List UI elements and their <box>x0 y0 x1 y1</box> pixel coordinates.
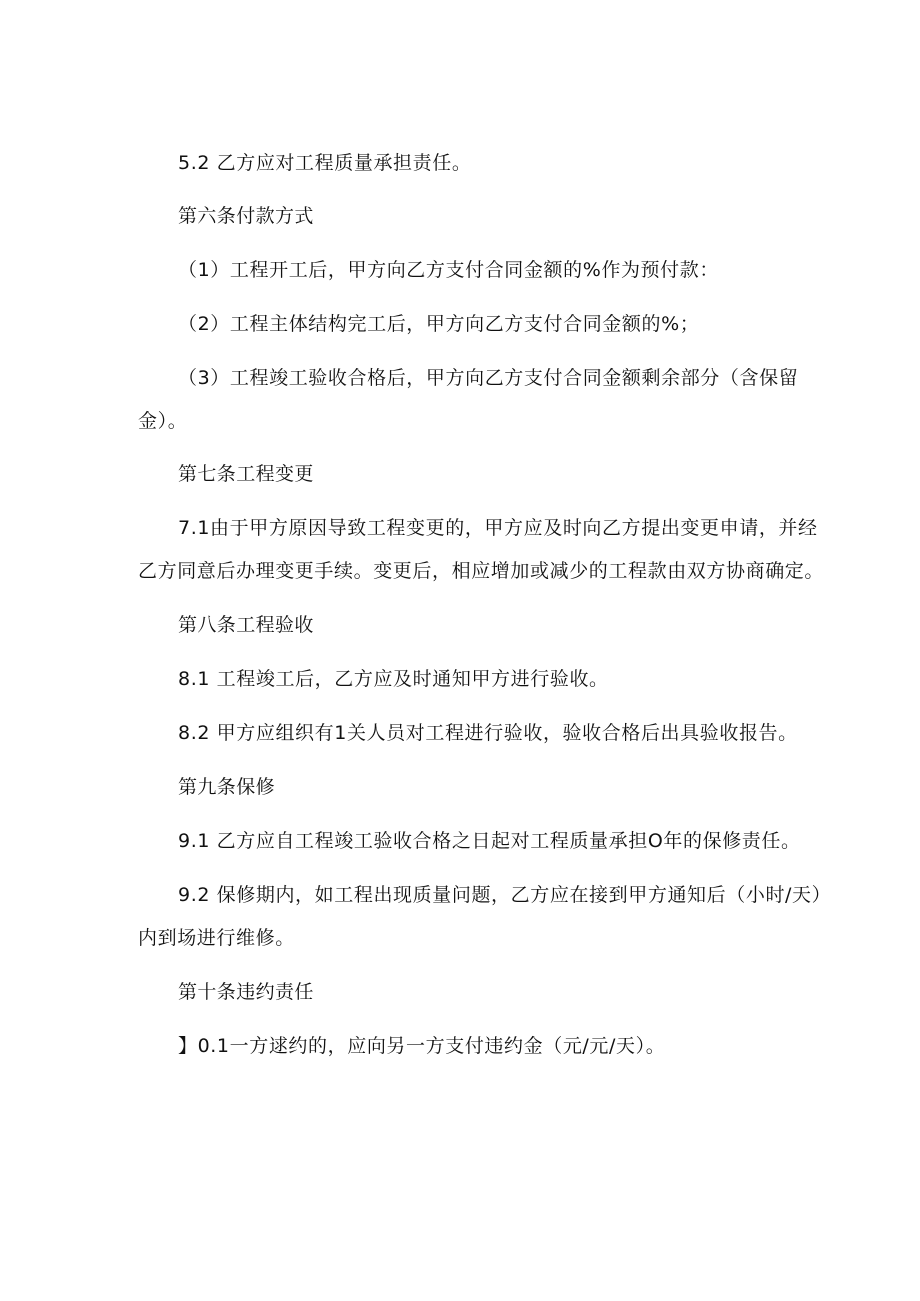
clause-9-2: 9.2 保修期内，如工程出现质量问题，乙方应在接到甲方通知后（小时/天） <box>178 884 832 906</box>
clause-9-1: 9.1 乙方应自工程竣工验收合格之日起对工程质量承担O年的保修责任。 <box>178 830 801 852</box>
payment-item-2: （2）工程主体结构完工后，甲方向乙方支付合同金额的%； <box>178 313 700 335</box>
heading-article-9: 第九条保修 <box>178 776 276 798</box>
clause-10-1: 】0.1一方逑约的，应向另一方支付违约金（元/元/天）。 <box>178 1035 666 1057</box>
heading-article-10: 第十条违约责任 <box>178 981 314 1003</box>
clause-8-1: 8.1 工程竣工后，乙方应及时通知甲方进行验收。 <box>178 668 609 690</box>
clause-8-2: 8.2 甲方应组织有1关人员对工程进行验收，验收合格后出具验收报告。 <box>178 722 798 744</box>
clause-7-1: 7.1由于甲方原因导致工程变更的，甲方应及时向乙方提出变更申请，并经 <box>178 517 818 539</box>
clause-5-2: 5.2 乙方应对工程质量承担责任。 <box>178 152 472 174</box>
clause-7-1-continued: 乙方同意后办理变更手续。变更后，相应增加或减少的工程款由双方协商确定。 <box>138 560 825 582</box>
payment-item-3-continued: 金）。 <box>138 410 188 432</box>
payment-item-1: （1）工程开工后，甲方向乙方支付合同金额的%作为预付款： <box>178 259 719 281</box>
payment-item-3: （3）工程竣工验收合格后，甲方向乙方支付合同金额剩余部分（含保留 <box>178 367 799 389</box>
heading-article-8: 第八条工程验收 <box>178 614 314 636</box>
heading-article-7: 第七条工程变更 <box>178 463 314 485</box>
heading-article-6: 第六条付款方式 <box>178 205 314 227</box>
clause-9-2-continued: 内到场进行维修。 <box>138 927 295 949</box>
